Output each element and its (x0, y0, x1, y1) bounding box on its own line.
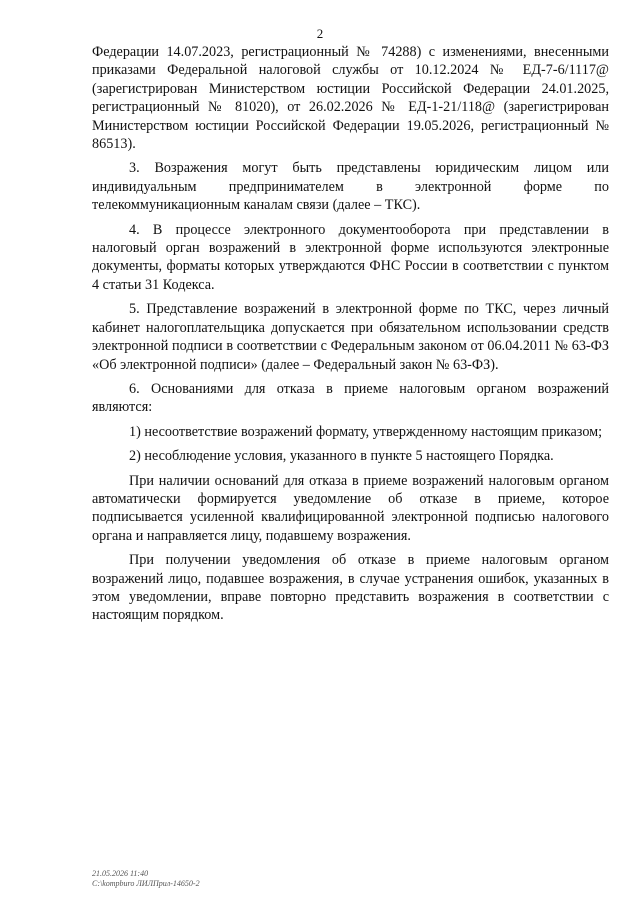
footer-stamp (92, 869, 200, 889)
paragraph-item-5: 5. Представление возражений в электронной форме по ТКС, через личный кабинет налогоплательщика допускается при обязательном использовании средств электронной подписи в соответствии с Федеральным законом от 06.04.2011 № 63-ФЗ «Об электронной подписи» (далее – Федеральный закон № 63-ФЗ). (92, 301, 609, 373)
paragraph-item-6: 6. Основаниями для отказа в приеме налоговым органом возражений являются: (92, 380, 609, 416)
paragraph-resubmission: При получении уведомления об отказе в приеме налоговым органом возражений лицо, подавшее возражения, в случае устранения ошибок, указанных в этом уведомлении, вправе повторно представить возражения в соответствии с настоящим порядком. (92, 552, 609, 624)
paragraph-item-4: 4. В процессе электронного документооборота при представлении в налоговый орган возражений в электронной форме используются электронные документы, форматы которых утверждаются ФНС России в соответствии с пунктом 4 статьи 31 Кодекса. (92, 221, 609, 293)
paragraph-continuation: Федерации 14.07.2023, регистрационный № 74288) с изменениями, внесенными приказами Федеральной налоговой службы от 10.12.2024 № ЕД-7-6/1117@ (зарегистрирован Министерством юстиции Российской Федерации 24.01.2025, регистрационный № 81020), от 26.02.2026 № ЕД-1-21/118@ (зарегистрирован Министерством юстиции Российской Федерации 19.05.2026, регистрационный № 86513). (92, 44, 609, 153)
document-body (92, 43, 609, 631)
paragraph-item-3: 3. Возражения могут быть представлены юридическим лицом или индивидуальным предпринимателем в электронной форме по телекоммуникационным каналам связи (далее – ТКС). (92, 160, 609, 214)
footer-timestamp: 21.05.2026 11:40 (92, 869, 149, 878)
paragraph-subitem-1: 1) несоответствие возражений формату, утвержденному настоящим приказом; (129, 423, 603, 440)
footer-file-path: C:\kompburo ЛИЛПрил-14650-2 (92, 879, 200, 888)
paragraph-subitem-2: 2) несоблюдение условия, указанного в пункте 5 настоящего Порядка. (129, 448, 554, 465)
page-number: 2 (316, 26, 324, 41)
paragraph-refusal-notice: При наличии оснований для отказа в приеме возражений налоговым органом автоматически формируется уведомление об отказе в приеме, которое подписывается усиленной квалифицированной электронной подписью налогового органа и направляется лицу, подавшему возражения. (92, 472, 609, 544)
